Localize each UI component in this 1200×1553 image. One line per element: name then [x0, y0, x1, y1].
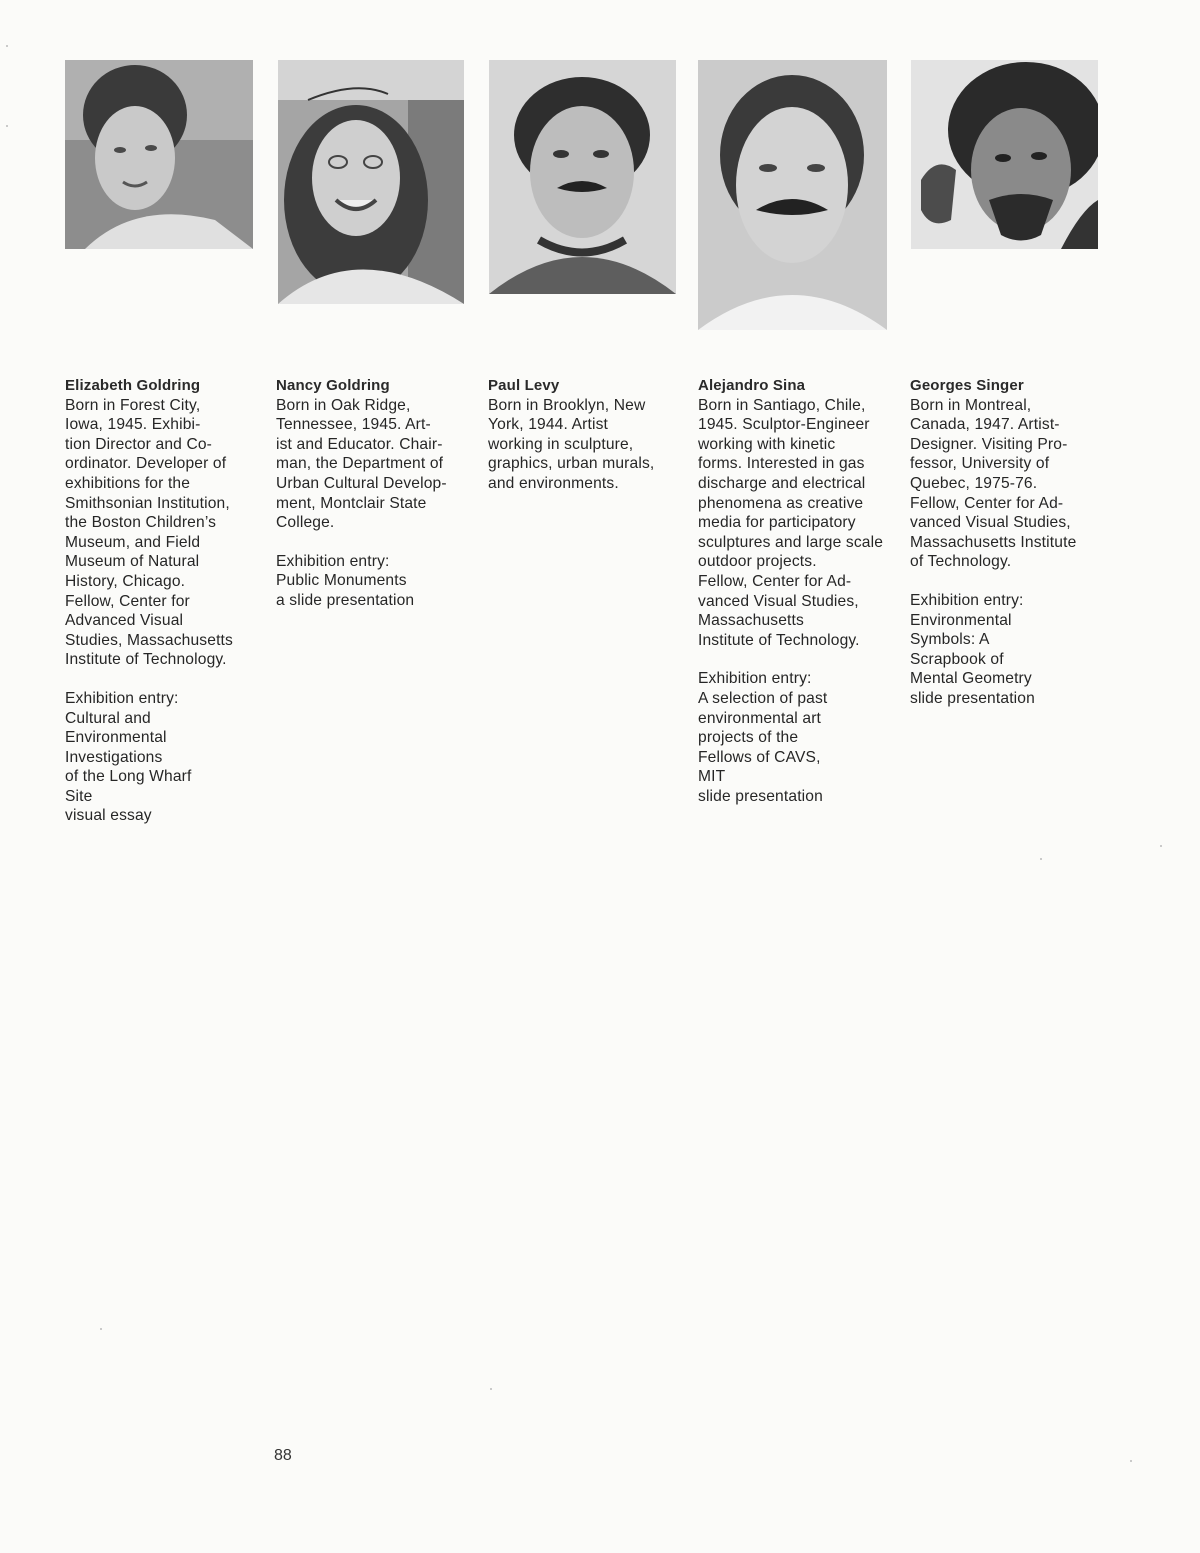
bio-line: Massachusetts: [698, 612, 804, 630]
exhibition-entry-line: visual essay: [65, 807, 152, 825]
bio-line: Urban Cultural Develop-: [276, 474, 447, 492]
bio-name: Georges Singer: [910, 377, 1024, 394]
scan-speck: [1040, 858, 1042, 860]
scan-speck: [6, 125, 8, 127]
exhibition-entry-line: a slide presentation: [276, 591, 415, 609]
bio-line: of Technology.: [910, 553, 1012, 571]
bio-line: Fellow, Center for Ad-: [910, 494, 1064, 512]
bio-line: Born in Santiago, Chile,: [698, 396, 866, 414]
exhibition-entry-line: Exhibition entry:: [910, 591, 1024, 609]
bio-line: York, 1944. Artist: [488, 416, 609, 434]
bio-column-elizabeth-goldring: [65, 376, 265, 826]
bio-line: Massachusetts Institute: [910, 533, 1077, 551]
bio-line: Fellow, Center for Ad-: [698, 572, 852, 590]
bio-line: vanced Visual Studies,: [910, 514, 1071, 532]
bio-line: 1945. Sculptor-Engineer: [698, 416, 870, 434]
exhibition-entry-line: of the Long Wharf: [65, 768, 192, 786]
bio-line: Born in Montreal,: [910, 396, 1032, 414]
exhibition-entry-line: Site: [65, 787, 93, 805]
exhibition-entry-line: A selection of past: [698, 689, 828, 707]
bio-line: media for participatory: [698, 514, 856, 532]
bio-line: Designer. Visiting Pro-: [910, 435, 1068, 453]
bio-line: Institute of Technology.: [698, 631, 860, 649]
exhibition-entry-line: Symbols: A: [910, 631, 990, 649]
exhibition-entry-line: slide presentation: [698, 787, 823, 805]
bio-line: the Boston Children’s: [65, 514, 217, 532]
bio-column-georges-singer: [910, 376, 1110, 709]
bio-line: vanced Visual Studies,: [698, 592, 859, 610]
bio-line: discharge and electrical: [698, 474, 866, 492]
bio-line: Museum, and Field: [65, 533, 201, 551]
bio-line: ordinator. Developer of: [65, 455, 227, 473]
bio-line: graphics, urban murals,: [488, 455, 655, 473]
exhibition-entry-line: Cultural and: [65, 709, 151, 727]
exhibition-entry-line: Fellows of CAVS,: [698, 748, 821, 766]
bio-line: Fellow, Center for: [65, 592, 190, 610]
bio-line: Canada, 1947. Artist-: [910, 416, 1060, 434]
bio-name: Alejandro Sina: [698, 377, 806, 394]
bio-line: Advanced Visual: [65, 612, 184, 630]
exhibition-entry-line: environmental art: [698, 709, 822, 727]
exhibition-entry-line: Exhibition entry:: [65, 689, 179, 707]
bio-line: Smithsonian Institution,: [65, 494, 230, 512]
exhibition-entry-line: Investigations: [65, 748, 163, 766]
bio-line: Tennessee, 1945. Art-: [276, 416, 431, 434]
bio-line: ist and Educator. Chair-: [276, 435, 443, 453]
exhibition-entry-line: Environmental: [65, 729, 167, 747]
exhibition-entry-line: Public Monuments: [276, 572, 407, 590]
bio-line: Institute of Technology.: [65, 651, 227, 669]
bio-line: tion Director and Co-: [65, 435, 213, 453]
page-number: 88: [274, 1447, 292, 1464]
bio-name: Nancy Goldring: [276, 377, 390, 394]
bio-line: History, Chicago.: [65, 572, 186, 590]
bio-line: Quebec, 1975-76.: [910, 474, 1038, 492]
scan-speck: [490, 1388, 492, 1390]
exhibition-entry-line: Environmental: [910, 611, 1012, 629]
bio-line: man, the Department of: [276, 455, 444, 473]
bio-line: College.: [276, 514, 335, 532]
exhibition-entry-line: Exhibition entry:: [276, 552, 390, 570]
scan-speck: [1130, 1460, 1132, 1462]
bio-line: Studies, Massachusetts: [65, 631, 233, 649]
portrait-elizabeth-goldring: [65, 60, 253, 249]
bio-line: Born in Brooklyn, New: [488, 396, 646, 414]
exhibition-entry-line: Scrapbook of: [910, 650, 1004, 668]
bio-name: Paul Levy: [488, 377, 560, 394]
exhibition-entry-line: Mental Geometry: [910, 670, 1032, 688]
bio-column-nancy-goldring: [276, 376, 476, 611]
portrait-paul-levy: [489, 60, 676, 294]
scan-speck: [100, 1328, 102, 1330]
portrait-nancy-goldring: [278, 60, 464, 304]
bio-line: and environments.: [488, 474, 619, 492]
bio-line: sculptures and large scale: [698, 533, 884, 551]
bio-line: exhibitions for the: [65, 474, 191, 492]
bio-column-alejandro-sina: [698, 376, 898, 806]
bio-line: ment, Montclair State: [276, 494, 427, 512]
exhibition-entry-line: slide presentation: [910, 689, 1035, 707]
portrait-alejandro-sina: [698, 60, 887, 330]
bio-line: working in sculpture,: [488, 435, 634, 453]
exhibition-entry-line: Exhibition entry:: [698, 670, 812, 688]
scan-speck: [6, 45, 8, 47]
bio-line: working with kinetic: [698, 435, 836, 453]
portrait-georges-singer: [911, 60, 1098, 249]
bio-line: Born in Forest City,: [65, 396, 201, 414]
bio-line: Born in Oak Ridge,: [276, 396, 411, 414]
bio-line: Museum of Natural: [65, 553, 200, 571]
exhibition-entry-line: projects of the: [698, 729, 799, 747]
bio-line: phenomena as creative: [698, 494, 864, 512]
bio-line: outdoor projects.: [698, 553, 817, 571]
bio-line: fessor, University of: [910, 455, 1050, 473]
bio-line: Iowa, 1945. Exhibi-: [65, 416, 201, 434]
scan-speck: [1160, 845, 1162, 847]
bio-column-paul-levy: [488, 376, 688, 494]
exhibition-entry-line: MIT: [698, 768, 726, 786]
bio-line: forms. Interested in gas: [698, 455, 865, 473]
bio-name: Elizabeth Goldring: [65, 377, 201, 394]
